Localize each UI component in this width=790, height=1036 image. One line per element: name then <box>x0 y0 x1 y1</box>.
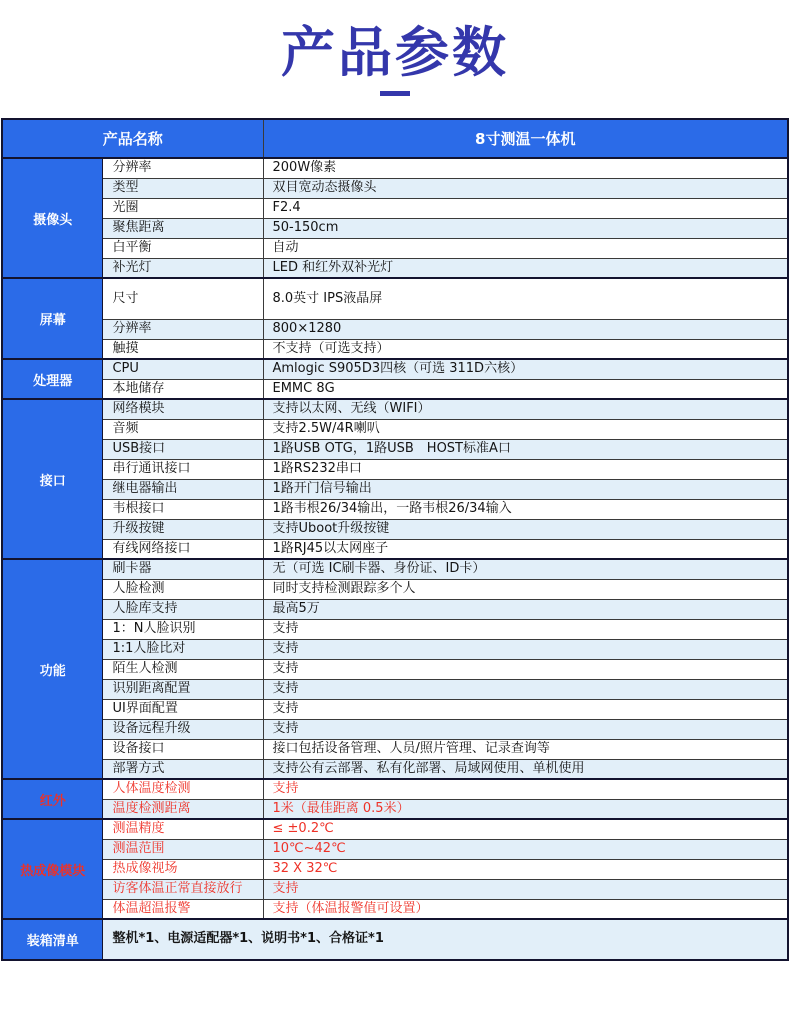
spec-value: 双目宽动态摄像头 <box>263 178 788 198</box>
spec-name: 热成像视场 <box>103 859 263 879</box>
category-cell: 摄像头 <box>2 158 103 278</box>
spec-value: EMMC 8G <box>263 379 788 399</box>
spec-name: 温度检测距离 <box>103 799 263 819</box>
spec-row <box>2 719 788 739</box>
spec-name: 继电器输出 <box>103 479 263 499</box>
spec-row <box>2 519 788 539</box>
spec-value: 1路开门信号输出 <box>263 479 788 499</box>
spec-name: 升级按键 <box>103 519 263 539</box>
spec-value: 支持 <box>263 779 788 799</box>
spec-value: 支持以太网、无线（WIFI） <box>263 399 788 419</box>
spec-row <box>2 499 788 519</box>
spec-row <box>2 559 788 579</box>
spec-name: 体温超温报警 <box>103 899 263 919</box>
spec-row <box>2 479 788 499</box>
spec-row <box>2 819 788 839</box>
spec-row <box>2 639 788 659</box>
spec-value: 32 X 32℃ <box>263 859 788 879</box>
spec-row <box>2 218 788 238</box>
spec-value: 支持（体温报警值可设置） <box>263 899 788 919</box>
spec-value: LED 和红外双补光灯 <box>263 258 788 278</box>
spec-name: 设备接口 <box>103 739 263 759</box>
spec-name: 1:1人脸比对 <box>103 639 263 659</box>
spec-name: 刷卡器 <box>103 559 263 579</box>
spec-row <box>2 419 788 439</box>
spec-value: 无（可选 IC刷卡器、身份证、ID卡） <box>263 559 788 579</box>
spec-name: 聚焦距离 <box>103 218 263 238</box>
spec-row <box>2 599 788 619</box>
spec-row <box>2 379 788 399</box>
spec-name: 串行通讯接口 <box>103 459 263 479</box>
spec-value: 50-150cm <box>263 218 788 238</box>
spec-row <box>2 158 788 178</box>
spec-row <box>2 879 788 899</box>
spec-name: 测温精度 <box>103 819 263 839</box>
spec-value: ≤ ±0.2℃ <box>263 819 788 839</box>
page-title: 产品参数 <box>281 21 509 84</box>
spec-value: 支持2.5W/4R喇叭 <box>263 419 788 439</box>
spec-value: 支持Uboot升级按键 <box>263 519 788 539</box>
spec-row <box>2 238 788 258</box>
spec-name: 陌生人检测 <box>103 659 263 679</box>
spec-table-header <box>2 119 788 158</box>
spec-row <box>2 339 788 359</box>
spec-value: 支持 <box>263 659 788 679</box>
spec-row <box>2 679 788 699</box>
spec-row <box>2 459 788 479</box>
title-underline <box>380 91 410 96</box>
product-name-header: 产品名称 <box>2 119 263 158</box>
spec-name: 访客体温正常直接放行 <box>103 879 263 899</box>
category-cell: 接口 <box>2 399 103 559</box>
spec-name: 触摸 <box>103 339 263 359</box>
spec-row <box>2 399 788 419</box>
spec-name: 分辨率 <box>103 158 263 178</box>
spec-name: 人脸库支持 <box>103 599 263 619</box>
spec-row <box>2 258 788 278</box>
header-row <box>2 119 788 158</box>
spec-value: 支持公有云部署、私有化部署、局域网使用、单机使用 <box>263 759 788 779</box>
spec-row <box>2 659 788 679</box>
spec-value: 自动 <box>263 238 788 258</box>
spec-name: 网络模块 <box>103 399 263 419</box>
spec-name: 白平衡 <box>103 238 263 258</box>
category-cell: 装箱清单 <box>2 919 103 960</box>
spec-name: 韦根接口 <box>103 499 263 519</box>
spec-value: 支持 <box>263 679 788 699</box>
category-cell: 功能 <box>2 559 103 779</box>
spec-name: 测温范围 <box>103 839 263 859</box>
spec-value: 1米（最佳距离 0.5米） <box>263 799 788 819</box>
spec-value: 1路韦根26/34输出，一路韦根26/34输入 <box>263 499 788 519</box>
spec-row <box>2 859 788 879</box>
spec-value: 支持 <box>263 879 788 899</box>
spec-name: 光圈 <box>103 198 263 218</box>
category-cell: 红外 <box>2 779 103 819</box>
spec-row <box>2 739 788 759</box>
spec-name: 类型 <box>103 178 263 198</box>
spec-value: 支持 <box>263 719 788 739</box>
spec-value: 1路RJ45以太网座子 <box>263 539 788 559</box>
spec-name: 有线网络接口 <box>103 539 263 559</box>
spec-name: 部署方式 <box>103 759 263 779</box>
spec-value: 最高5万 <box>263 599 788 619</box>
spec-value: F2.4 <box>263 198 788 218</box>
category-cell: 热成像模块 <box>2 819 103 919</box>
spec-value: 8.0英寸 IPS液晶屏 <box>263 278 788 319</box>
spec-row <box>2 579 788 599</box>
spec-row <box>2 319 788 339</box>
spec-value: 支持 <box>263 639 788 659</box>
spec-value: 800×1280 <box>263 319 788 339</box>
spec-row <box>2 178 788 198</box>
spec-row <box>2 779 788 799</box>
spec-value: 支持 <box>263 699 788 719</box>
spec-row <box>2 539 788 559</box>
spec-row <box>2 839 788 859</box>
category-cell: 处理器 <box>2 359 103 399</box>
spec-name: CPU <box>103 359 263 379</box>
spec-value: 接口包括设备管理、人员/照片管理、记录查询等 <box>263 739 788 759</box>
category-cell: 屏幕 <box>2 278 103 359</box>
spec-name: 补光灯 <box>103 258 263 278</box>
packing-list-row <box>2 919 788 960</box>
spec-row <box>2 278 788 319</box>
spec-value: 支持 <box>263 619 788 639</box>
spec-table-body <box>2 158 788 960</box>
spec-row <box>2 439 788 459</box>
spec-name: 本地储存 <box>103 379 263 399</box>
spec-name: 尺寸 <box>103 278 263 319</box>
product-model-header: 8寸测温一体机 <box>263 119 788 158</box>
spec-row <box>2 198 788 218</box>
packing-list-value: 整机*1、电源适配器*1、说明书*1、合格证*1 <box>103 919 788 960</box>
spec-row <box>2 799 788 819</box>
spec-row <box>2 619 788 639</box>
spec-name: 设备远程升级 <box>103 719 263 739</box>
spec-row <box>2 899 788 919</box>
product-spec-page <box>0 22 790 961</box>
spec-name: 识别距离配置 <box>103 679 263 699</box>
spec-name: 分辨率 <box>103 319 263 339</box>
spec-value: 1路USB OTG，1路USB HOST标准A口 <box>263 439 788 459</box>
spec-row <box>2 759 788 779</box>
spec-value: 10℃~42℃ <box>263 839 788 859</box>
spec-value: 1路RS232串口 <box>263 459 788 479</box>
spec-name: UI界面配置 <box>103 699 263 719</box>
spec-value: 同时支持检测跟踪多个人 <box>263 579 788 599</box>
spec-value: Amlogic S905D3四核（可选 311D六核） <box>263 359 788 379</box>
spec-row <box>2 699 788 719</box>
spec-name: 1：N人脸识别 <box>103 619 263 639</box>
spec-name: USB接口 <box>103 439 263 459</box>
spec-name: 人脸检测 <box>103 579 263 599</box>
spec-value: 200W像素 <box>263 158 788 178</box>
spec-table <box>1 118 789 961</box>
spec-row <box>2 359 788 379</box>
spec-name: 人体温度检测 <box>103 779 263 799</box>
spec-name: 音频 <box>103 419 263 439</box>
spec-value: 不支持（可选支持） <box>263 339 788 359</box>
